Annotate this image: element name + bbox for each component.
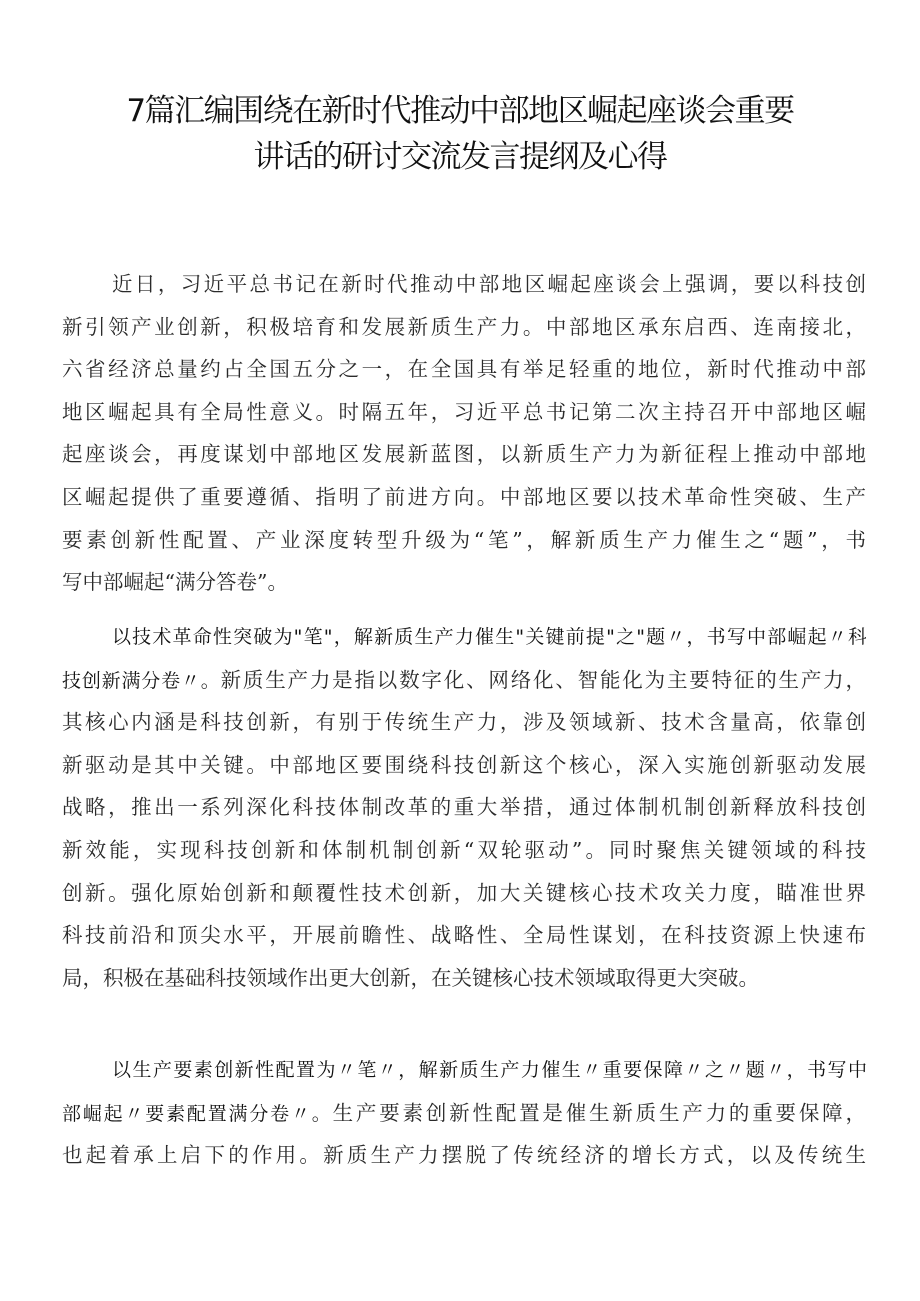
paragraph-line [62, 1092, 866, 1135]
paragraph-line: 局，积极在基础科技领域作出更大创新，在关键核心技术领域取得更大突破。 [62, 965, 759, 990]
paragraph-line: 写中部崛起“满分答卷”。 [62, 570, 288, 595]
paragraph-intro [62, 263, 866, 604]
paragraph-line: 也起着承上启下的作用。新质生产力摆脱了传统经济的增长方式，以及传统生 [62, 1143, 866, 1168]
paragraph-line: 起座谈会，再度谋划中部地区发展新蓝图，以新质生产力为新征程上推动中部地 [62, 442, 866, 467]
paragraph-text: 生产要素创新性配置是催生新质生产力的重要保障， [332, 1100, 866, 1125]
title-line-1: 7篇汇编围绕在新时代推动中部地区崛起座谈会重要 [126, 93, 794, 129]
paragraph-tech-innovation [62, 616, 866, 999]
paragraph-line: 创新。强化原始创新和颠覆性技术创新，加大关键核心技术攻关力度，瞄准世界 [62, 880, 866, 905]
paragraph-line: 新驱动是其中关键。中部地区要围绕科技创新这个核心，深入实施创新驱动发展 [62, 752, 866, 777]
paragraph-line: 区崛起提供了重要遵循、指明了前进方向。中部地区要以技术革命性突破、生产 [62, 484, 866, 509]
paragraph-lead-heading: 以生产要素创新性配置为〃笔〃，解新质生产力催生〃重要保障〃之〃题〃，书写中 [112, 1059, 866, 1081]
paragraph-line: 地区崛起具有全局性意义。时隔五年，习近平总书记第二次主持召开中部地区崛 [62, 399, 866, 424]
paragraph-factor-allocation [62, 1049, 866, 1177]
paragraph-text: 新质生产力是指以数字化、网络化、智能化为主要特征的生产力， [220, 667, 866, 692]
paragraph-line: 新效能，实现科技创新和体制机制创新“双轮驱动”。同时聚焦关键领域的科技 [62, 837, 866, 862]
paragraph-lead-heading-end: 部崛起〃要素配置满分卷〃。 [62, 1102, 333, 1125]
paragraph-lead-heading: 以技术革命性突破为"笔"，解新质生产力催生"关键前提"之"题〃，书写中部崛起〃科 [112, 626, 866, 648]
paragraph-line: 新引领产业创新，积极培育和发展新质生产力。中部地区承东启西、连南接北， [62, 314, 866, 339]
paragraph-lead-heading-end: 技创新满分卷〃。 [62, 669, 221, 692]
paragraph-line: 科技前沿和顶尖水平，开展前瞻性、战略性、全局性谋划，在科技资源上快速布 [62, 923, 866, 948]
paragraph-line: 其核心内涵是科技创新，有别于传统生产力，涉及领域新、技术含量高，依靠创 [62, 710, 866, 735]
paragraph-line: 战略，推出一系列深化科技体制改革的重大举措，通过体制机制创新释放科技创 [62, 795, 866, 820]
document-title [60, 88, 860, 180]
title-line-2: 讲话的研讨交流发言提纲及心得 [253, 139, 667, 175]
paragraph-line: 六省经济总量约占全国五分之一，在全国具有举足轻重的地位，新时代推动中部 [62, 357, 866, 382]
paragraph-line [62, 659, 866, 702]
paragraph-line: 近日，习近平总书记在新时代推动中部地区崛起座谈会上强调，要以科技创 [112, 272, 866, 296]
paragraph-line: 要素创新性配置、产业深度转型升级为“笔”，解新质生产力催生之“题”，书 [62, 527, 866, 552]
